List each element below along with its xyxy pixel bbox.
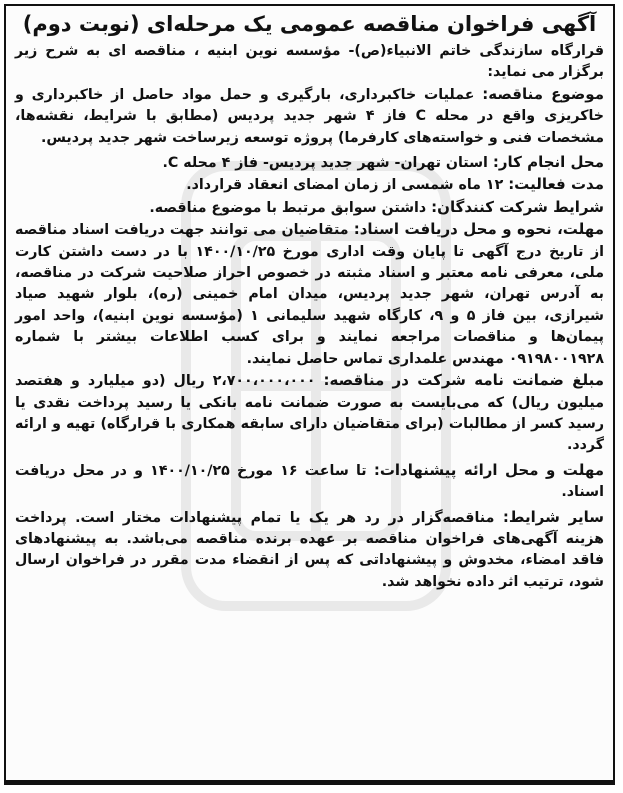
- guarantee-text: ۲،۷۰۰،۰۰۰،۰۰۰ ریال (دو میلیارد و هفتصد میلیون ریال) که می‌بایست به صورت ضمانت نامه بانکی یا رسید پرداخت نقدی یا رسید کسر از مطالبات (برای متقاضیان دارای سابقه همکاری با قرارگاه) تهیه و ارائه گردد.: [15, 373, 604, 454]
- bottom-rule: [6, 780, 613, 783]
- conditions-label: شرایط شرکت کنندگان:: [431, 197, 604, 216]
- notice-title: آگهی فراخوان مناقصه عمومی یک مرحله‌ای (نوبت دوم): [22, 12, 597, 36]
- subject-section: [15, 84, 604, 149]
- guarantee-label: مبلغ ضمانت نامه شرکت در مناقصه:: [323, 371, 604, 390]
- other-conditions-label: سایر شرایط:: [502, 507, 604, 526]
- subject-text: عملیات خاکبرداری، بارگیری و حمل مواد حاصل از خاکبرداری و خاکریزی واقع در محله C فاز ۴ شهر جدید پردیس (مطابق با شرایط، نقشه‌ها، مشخصات فنی و خواسته‌های کارفرما) پروژه توسعه زیرساخت شهر جدید پردیس.: [15, 86, 605, 146]
- location-section: [15, 152, 604, 174]
- intro-text: قرارگاه سازندگی خاتم الانبیاء(ص)- مؤسسه نوین ابنیه ، مناقصه ای به شرح زیر برگزار می نماید:: [15, 43, 604, 81]
- duration-text: ۱۲ ماه شمسی از زمان امضای انعقاد قرارداد.: [186, 177, 509, 194]
- location-label: محل انجام کار:: [492, 153, 604, 172]
- duration-section: [15, 174, 604, 196]
- conditions-text: داشتن سوابق مرتبط با موضوع مناقصه.: [149, 199, 432, 216]
- guarantee-section: [15, 370, 604, 457]
- conditions-section: [15, 197, 604, 219]
- other-conditions-section: [15, 507, 604, 594]
- subject-label: موضوع مناقصه:: [482, 84, 604, 103]
- notice-body: [15, 41, 604, 593]
- proposals-section: [15, 460, 604, 504]
- documents-label: مهلت، نحوه و محل دریافت اسناد:: [353, 220, 604, 239]
- proposals-text: تا ساعت ۱۶ مورخ ۱۴۰۰/۱۰/۲۵ و در محل دریافت اسناد.: [15, 462, 604, 501]
- duration-label: مدت فعالیت:: [508, 175, 604, 194]
- tender-notice: [4, 4, 615, 785]
- proposals-label: مهلت و محل ارائه پیشنهادات:: [373, 460, 605, 479]
- other-conditions-text: مناقصه‌گزار در رد هر یک یا تمام پیشنهادات مختار است. پرداخت هزینه آگهی‌های فراخوان مناقصه بر عهده برنده مناقصه می‌باشد. به پیشنهادهای فاقد امضاء، مخدوش و پیشنهاداتی که پس از انقضاء مدت مقرر در فراخوان ارسال شود، ترتیب اثر داده نخواهد شد.: [15, 509, 604, 590]
- documents-section: [15, 219, 604, 370]
- location-text: استان تهران- شهر جدید پردیس- فاز ۴ محله C.: [162, 155, 493, 172]
- documents-text: متقاضیان می توانند جهت دریافت اسناد مناقصه از تاریخ درج آگهی تا پایان وقت اداری مورخ ۱۴۰۰/۱۰/۲۵ با در دست داشتن کارت ملی، معرفی نامه معتبر و اسناد مثبته در خصوص احراز صلاحیت شرکت در مناقصه، به آدرس تهران، شهر جدید پردیس، میدان امام خمینی (ره)، بلوار شهید صیاد شیرازی، بین فاز ۵ و ۹، کارگاه شهید سلیمانی ۱ (مؤسسه نوین ابنیه)، واحد امور پیمان‌ها و مناقصات مراجعه نمایند و برای کسب اطلاعات بیشتر با شماره ۰۹۱۹۸۰۰۱۹۲۸ مهندس علمداری تماس حاصل نمایند.: [15, 222, 604, 367]
